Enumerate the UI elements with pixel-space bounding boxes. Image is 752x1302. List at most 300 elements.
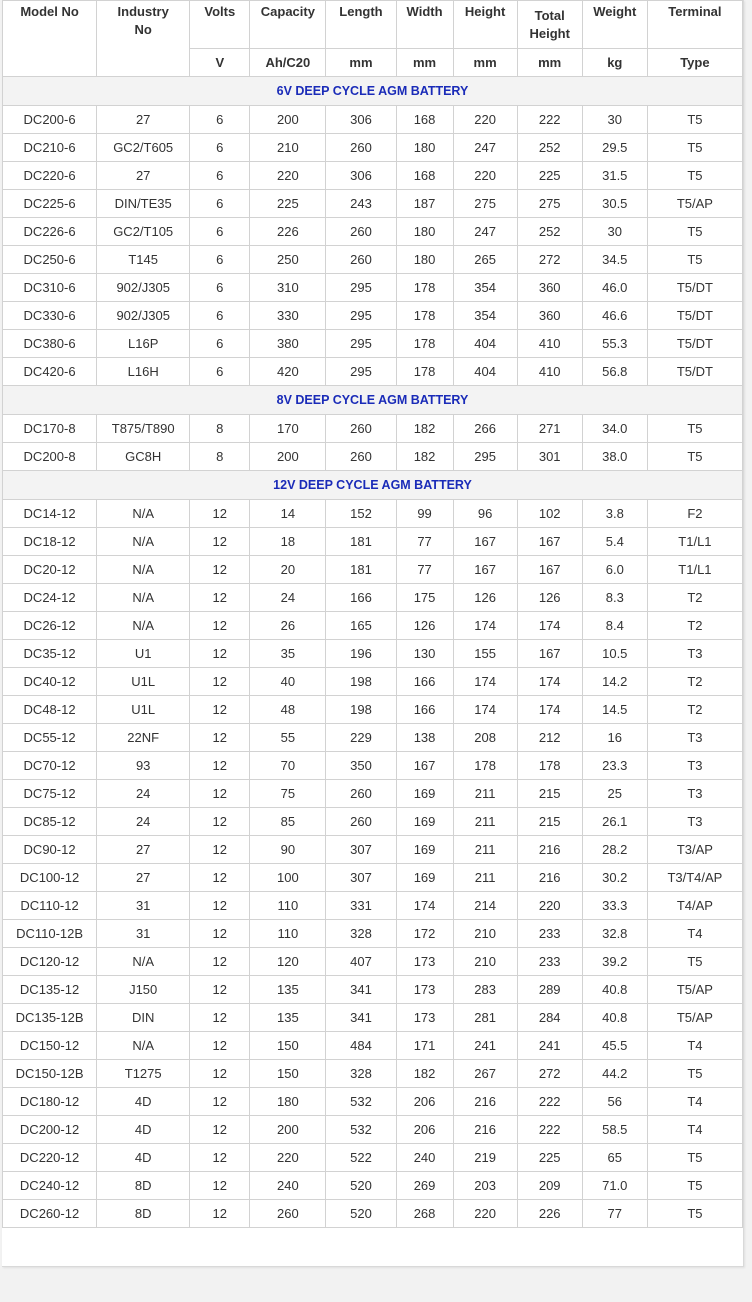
table-row bbox=[3, 612, 743, 640]
cell-terminal: T5 bbox=[647, 415, 742, 443]
cell-volts: 12 bbox=[190, 500, 250, 528]
cell-capacity: 85 bbox=[250, 808, 326, 836]
cell-capacity: 135 bbox=[250, 1004, 326, 1032]
section-header-row bbox=[3, 77, 743, 106]
cell-width: 173 bbox=[396, 948, 453, 976]
cell-model-no: DC85-12 bbox=[3, 808, 97, 836]
cell-terminal: F2 bbox=[647, 500, 742, 528]
cell-model-no: DC210-6 bbox=[3, 134, 97, 162]
cell-volts: 6 bbox=[190, 106, 250, 134]
cell-width: 180 bbox=[396, 246, 453, 274]
cell-volts: 8 bbox=[190, 443, 250, 471]
cell-volts: 12 bbox=[190, 1144, 250, 1172]
cell-terminal: T4/AP bbox=[647, 892, 742, 920]
cell-length: 295 bbox=[326, 358, 396, 386]
cell-capacity: 310 bbox=[250, 274, 326, 302]
cell-industry-no: DIN bbox=[97, 1004, 190, 1032]
cell-volts: 12 bbox=[190, 780, 250, 808]
cell-width: 173 bbox=[396, 976, 453, 1004]
cell-volts: 12 bbox=[190, 864, 250, 892]
cell-industry-no: N/A bbox=[97, 948, 190, 976]
cell-model-no: DC135-12B bbox=[3, 1004, 97, 1032]
cell-weight: 6.0 bbox=[582, 556, 647, 584]
unit-total-height: mm bbox=[517, 49, 582, 77]
cell-total-height: 102 bbox=[517, 500, 582, 528]
unit-length: mm bbox=[326, 49, 396, 77]
cell-total-height: 241 bbox=[517, 1032, 582, 1060]
cell-capacity: 200 bbox=[250, 443, 326, 471]
cell-volts: 12 bbox=[190, 668, 250, 696]
cell-volts: 12 bbox=[190, 1032, 250, 1060]
cell-volts: 12 bbox=[190, 612, 250, 640]
cell-volts: 8 bbox=[190, 415, 250, 443]
cell-length: 243 bbox=[326, 190, 396, 218]
cell-height: 354 bbox=[453, 274, 517, 302]
cell-industry-no: 24 bbox=[97, 780, 190, 808]
cell-height: 126 bbox=[453, 584, 517, 612]
cell-industry-no: 4D bbox=[97, 1088, 190, 1116]
cell-model-no: DC310-6 bbox=[3, 274, 97, 302]
cell-height: 211 bbox=[453, 864, 517, 892]
cell-weight: 29.5 bbox=[582, 134, 647, 162]
cell-width: 169 bbox=[396, 864, 453, 892]
cell-terminal: T5/DT bbox=[647, 330, 742, 358]
battery-spec-table bbox=[2, 0, 743, 1228]
cell-height: 220 bbox=[453, 162, 517, 190]
cell-model-no: DC110-12B bbox=[3, 920, 97, 948]
cell-industry-no: GC2/T605 bbox=[97, 134, 190, 162]
cell-terminal: T3 bbox=[647, 780, 742, 808]
cell-industry-no: 27 bbox=[97, 864, 190, 892]
cell-length: 152 bbox=[326, 500, 396, 528]
unit-capacity: Ah/C20 bbox=[250, 49, 326, 77]
cell-industry-no: L16P bbox=[97, 330, 190, 358]
cell-model-no: DC14-12 bbox=[3, 500, 97, 528]
cell-capacity: 110 bbox=[250, 920, 326, 948]
cell-length: 522 bbox=[326, 1144, 396, 1172]
cell-total-height: 216 bbox=[517, 864, 582, 892]
cell-terminal: T3 bbox=[647, 640, 742, 668]
cell-terminal: T5 bbox=[647, 948, 742, 976]
cell-volts: 12 bbox=[190, 1088, 250, 1116]
cell-width: 178 bbox=[396, 330, 453, 358]
cell-total-height: 226 bbox=[517, 1200, 582, 1228]
cell-volts: 12 bbox=[190, 976, 250, 1004]
cell-capacity: 420 bbox=[250, 358, 326, 386]
cell-length: 295 bbox=[326, 274, 396, 302]
cell-industry-no: N/A bbox=[97, 556, 190, 584]
table-row bbox=[3, 584, 743, 612]
cell-length: 229 bbox=[326, 724, 396, 752]
cell-industry-no: 8D bbox=[97, 1172, 190, 1200]
cell-total-height: 220 bbox=[517, 892, 582, 920]
cell-terminal: T4 bbox=[647, 1088, 742, 1116]
cell-model-no: DC35-12 bbox=[3, 640, 97, 668]
cell-length: 295 bbox=[326, 330, 396, 358]
cell-weight: 30 bbox=[582, 218, 647, 246]
cell-weight: 32.8 bbox=[582, 920, 647, 948]
cell-length: 198 bbox=[326, 668, 396, 696]
cell-length: 260 bbox=[326, 218, 396, 246]
cell-total-height: 216 bbox=[517, 836, 582, 864]
cell-model-no: DC420-6 bbox=[3, 358, 97, 386]
cell-total-height: 272 bbox=[517, 246, 582, 274]
cell-volts: 6 bbox=[190, 358, 250, 386]
cell-industry-no: T145 bbox=[97, 246, 190, 274]
cell-width: 99 bbox=[396, 500, 453, 528]
cell-terminal: T4 bbox=[647, 920, 742, 948]
cell-width: 240 bbox=[396, 1144, 453, 1172]
cell-industry-no: N/A bbox=[97, 612, 190, 640]
cell-total-height: 212 bbox=[517, 724, 582, 752]
cell-capacity: 220 bbox=[250, 1144, 326, 1172]
cell-weight: 45.5 bbox=[582, 1032, 647, 1060]
cell-model-no: DC170-8 bbox=[3, 415, 97, 443]
cell-width: 268 bbox=[396, 1200, 453, 1228]
cell-capacity: 90 bbox=[250, 836, 326, 864]
header-weight: Weight bbox=[582, 1, 647, 49]
cell-model-no: DC100-12 bbox=[3, 864, 97, 892]
cell-height: 266 bbox=[453, 415, 517, 443]
cell-volts: 12 bbox=[190, 1060, 250, 1088]
cell-terminal: T5 bbox=[647, 162, 742, 190]
table-row bbox=[3, 415, 743, 443]
cell-industry-no: DIN/TE35 bbox=[97, 190, 190, 218]
cell-model-no: DC200-12 bbox=[3, 1116, 97, 1144]
cell-model-no: DC220-6 bbox=[3, 162, 97, 190]
cell-terminal: T3 bbox=[647, 752, 742, 780]
cell-capacity: 225 bbox=[250, 190, 326, 218]
header-length: Length bbox=[326, 1, 396, 49]
cell-weight: 28.2 bbox=[582, 836, 647, 864]
header-row bbox=[3, 1, 743, 49]
cell-length: 520 bbox=[326, 1200, 396, 1228]
cell-total-height: 174 bbox=[517, 696, 582, 724]
table-row bbox=[3, 246, 743, 274]
cell-weight: 71.0 bbox=[582, 1172, 647, 1200]
cell-terminal: T5 bbox=[647, 134, 742, 162]
cell-length: 520 bbox=[326, 1172, 396, 1200]
cell-volts: 12 bbox=[190, 584, 250, 612]
cell-volts: 12 bbox=[190, 1004, 250, 1032]
cell-weight: 34.5 bbox=[582, 246, 647, 274]
section-title: 6V DEEP CYCLE AGM BATTERY bbox=[3, 77, 743, 106]
cell-capacity: 220 bbox=[250, 162, 326, 190]
cell-terminal: T5/AP bbox=[647, 1004, 742, 1032]
table-body bbox=[3, 77, 743, 1228]
cell-model-no: DC120-12 bbox=[3, 948, 97, 976]
cell-height: 281 bbox=[453, 1004, 517, 1032]
cell-total-height: 252 bbox=[517, 134, 582, 162]
header-volts: Volts bbox=[190, 1, 250, 49]
cell-capacity: 18 bbox=[250, 528, 326, 556]
cell-height: 174 bbox=[453, 696, 517, 724]
table-row bbox=[3, 1060, 743, 1088]
cell-width: 180 bbox=[396, 134, 453, 162]
cell-weight: 14.5 bbox=[582, 696, 647, 724]
cell-height: 295 bbox=[453, 443, 517, 471]
cell-width: 180 bbox=[396, 218, 453, 246]
cell-width: 173 bbox=[396, 1004, 453, 1032]
cell-weight: 31.5 bbox=[582, 162, 647, 190]
cell-model-no: DC226-6 bbox=[3, 218, 97, 246]
unit-weight: kg bbox=[582, 49, 647, 77]
cell-terminal: T5 bbox=[647, 1200, 742, 1228]
unit-terminal: Type bbox=[647, 49, 742, 77]
cell-terminal: T5/AP bbox=[647, 976, 742, 1004]
cell-model-no: DC90-12 bbox=[3, 836, 97, 864]
cell-capacity: 14 bbox=[250, 500, 326, 528]
table-row bbox=[3, 1004, 743, 1032]
cell-total-height: 301 bbox=[517, 443, 582, 471]
cell-model-no: DC220-12 bbox=[3, 1144, 97, 1172]
cell-height: 96 bbox=[453, 500, 517, 528]
cell-capacity: 135 bbox=[250, 976, 326, 1004]
cell-width: 174 bbox=[396, 892, 453, 920]
cell-weight: 33.3 bbox=[582, 892, 647, 920]
cell-model-no: DC200-6 bbox=[3, 106, 97, 134]
cell-volts: 6 bbox=[190, 302, 250, 330]
cell-total-height: 209 bbox=[517, 1172, 582, 1200]
cell-weight: 46.0 bbox=[582, 274, 647, 302]
cell-terminal: T5/DT bbox=[647, 274, 742, 302]
cell-width: 182 bbox=[396, 1060, 453, 1088]
cell-length: 407 bbox=[326, 948, 396, 976]
table-row bbox=[3, 443, 743, 471]
cell-total-height: 222 bbox=[517, 1088, 582, 1116]
table-row bbox=[3, 1172, 743, 1200]
cell-weight: 5.4 bbox=[582, 528, 647, 556]
cell-total-height: 215 bbox=[517, 808, 582, 836]
cell-width: 169 bbox=[396, 836, 453, 864]
cell-total-height: 167 bbox=[517, 556, 582, 584]
cell-weight: 25 bbox=[582, 780, 647, 808]
cell-height: 241 bbox=[453, 1032, 517, 1060]
cell-volts: 12 bbox=[190, 1172, 250, 1200]
cell-height: 275 bbox=[453, 190, 517, 218]
cell-capacity: 380 bbox=[250, 330, 326, 358]
cell-model-no: DC250-6 bbox=[3, 246, 97, 274]
cell-total-height: 222 bbox=[517, 1116, 582, 1144]
cell-length: 306 bbox=[326, 162, 396, 190]
cell-total-height: 271 bbox=[517, 415, 582, 443]
cell-length: 307 bbox=[326, 836, 396, 864]
cell-height: 211 bbox=[453, 836, 517, 864]
cell-volts: 12 bbox=[190, 640, 250, 668]
cell-industry-no: 24 bbox=[97, 808, 190, 836]
cell-capacity: 150 bbox=[250, 1032, 326, 1060]
cell-capacity: 26 bbox=[250, 612, 326, 640]
cell-length: 532 bbox=[326, 1088, 396, 1116]
table-row bbox=[3, 106, 743, 134]
cell-weight: 3.8 bbox=[582, 500, 647, 528]
battery-spec-table-container bbox=[2, 0, 744, 1267]
cell-model-no: DC180-12 bbox=[3, 1088, 97, 1116]
table-row bbox=[3, 724, 743, 752]
cell-width: 138 bbox=[396, 724, 453, 752]
cell-total-height: 272 bbox=[517, 1060, 582, 1088]
cell-total-height: 167 bbox=[517, 640, 582, 668]
header-width: Width bbox=[396, 1, 453, 49]
table-row bbox=[3, 864, 743, 892]
table-row bbox=[3, 696, 743, 724]
cell-industry-no: 31 bbox=[97, 892, 190, 920]
table-row bbox=[3, 640, 743, 668]
cell-width: 269 bbox=[396, 1172, 453, 1200]
cell-length: 307 bbox=[326, 864, 396, 892]
cell-width: 178 bbox=[396, 274, 453, 302]
cell-weight: 38.0 bbox=[582, 443, 647, 471]
cell-total-height: 225 bbox=[517, 1144, 582, 1172]
cell-capacity: 48 bbox=[250, 696, 326, 724]
cell-weight: 10.5 bbox=[582, 640, 647, 668]
header-height: Height bbox=[453, 1, 517, 49]
cell-length: 165 bbox=[326, 612, 396, 640]
table-row bbox=[3, 274, 743, 302]
cell-capacity: 200 bbox=[250, 1116, 326, 1144]
cell-industry-no: 4D bbox=[97, 1144, 190, 1172]
cell-height: 247 bbox=[453, 218, 517, 246]
cell-model-no: DC18-12 bbox=[3, 528, 97, 556]
cell-weight: 55.3 bbox=[582, 330, 647, 358]
cell-industry-no: T1275 bbox=[97, 1060, 190, 1088]
cell-length: 260 bbox=[326, 443, 396, 471]
cell-terminal: T5 bbox=[647, 106, 742, 134]
cell-terminal: T5 bbox=[647, 1060, 742, 1088]
cell-terminal: T5 bbox=[647, 218, 742, 246]
cell-length: 328 bbox=[326, 920, 396, 948]
cell-height: 220 bbox=[453, 1200, 517, 1228]
cell-industry-no: N/A bbox=[97, 528, 190, 556]
cell-volts: 12 bbox=[190, 836, 250, 864]
cell-height: 167 bbox=[453, 556, 517, 584]
cell-model-no: DC150-12B bbox=[3, 1060, 97, 1088]
cell-industry-no: U1L bbox=[97, 668, 190, 696]
unit-width: mm bbox=[396, 49, 453, 77]
table-row bbox=[3, 302, 743, 330]
cell-terminal: T5 bbox=[647, 1172, 742, 1200]
cell-model-no: DC24-12 bbox=[3, 584, 97, 612]
table-row bbox=[3, 892, 743, 920]
table-row bbox=[3, 1032, 743, 1060]
cell-height: 155 bbox=[453, 640, 517, 668]
cell-capacity: 110 bbox=[250, 892, 326, 920]
cell-volts: 12 bbox=[190, 528, 250, 556]
cell-length: 260 bbox=[326, 134, 396, 162]
cell-length: 484 bbox=[326, 1032, 396, 1060]
cell-height: 283 bbox=[453, 976, 517, 1004]
cell-height: 404 bbox=[453, 330, 517, 358]
cell-volts: 6 bbox=[190, 218, 250, 246]
cell-total-height: 222 bbox=[517, 106, 582, 134]
header-industry-no: Industry No bbox=[97, 1, 190, 77]
cell-total-height: 410 bbox=[517, 330, 582, 358]
cell-capacity: 260 bbox=[250, 1200, 326, 1228]
cell-weight: 23.3 bbox=[582, 752, 647, 780]
cell-total-height: 174 bbox=[517, 612, 582, 640]
cell-capacity: 20 bbox=[250, 556, 326, 584]
table-row bbox=[3, 780, 743, 808]
cell-model-no: DC20-12 bbox=[3, 556, 97, 584]
cell-capacity: 24 bbox=[250, 584, 326, 612]
cell-volts: 12 bbox=[190, 724, 250, 752]
section-header-row bbox=[3, 471, 743, 500]
cell-industry-no: 93 bbox=[97, 752, 190, 780]
cell-terminal: T5/AP bbox=[647, 190, 742, 218]
cell-model-no: DC225-6 bbox=[3, 190, 97, 218]
cell-model-no: DC48-12 bbox=[3, 696, 97, 724]
cell-capacity: 40 bbox=[250, 668, 326, 696]
cell-total-height: 284 bbox=[517, 1004, 582, 1032]
table-row bbox=[3, 1144, 743, 1172]
cell-height: 210 bbox=[453, 920, 517, 948]
cell-width: 178 bbox=[396, 302, 453, 330]
cell-height: 265 bbox=[453, 246, 517, 274]
cell-capacity: 210 bbox=[250, 134, 326, 162]
cell-length: 295 bbox=[326, 302, 396, 330]
table-row bbox=[3, 976, 743, 1004]
header-model-no: Model No bbox=[3, 1, 97, 77]
cell-width: 178 bbox=[396, 358, 453, 386]
cell-length: 260 bbox=[326, 246, 396, 274]
cell-volts: 12 bbox=[190, 892, 250, 920]
cell-volts: 12 bbox=[190, 920, 250, 948]
cell-total-height: 233 bbox=[517, 948, 582, 976]
cell-length: 198 bbox=[326, 696, 396, 724]
cell-industry-no: 27 bbox=[97, 836, 190, 864]
cell-industry-no: GC2/T105 bbox=[97, 218, 190, 246]
cell-width: 77 bbox=[396, 528, 453, 556]
cell-length: 331 bbox=[326, 892, 396, 920]
cell-model-no: DC40-12 bbox=[3, 668, 97, 696]
table-row bbox=[3, 358, 743, 386]
table-row bbox=[3, 836, 743, 864]
cell-capacity: 330 bbox=[250, 302, 326, 330]
cell-industry-no: 902/J305 bbox=[97, 302, 190, 330]
cell-industry-no: GC8H bbox=[97, 443, 190, 471]
table-row bbox=[3, 162, 743, 190]
table-row bbox=[3, 500, 743, 528]
cell-total-height: 360 bbox=[517, 274, 582, 302]
cell-volts: 12 bbox=[190, 1200, 250, 1228]
cell-height: 208 bbox=[453, 724, 517, 752]
cell-capacity: 240 bbox=[250, 1172, 326, 1200]
cell-terminal: T4 bbox=[647, 1032, 742, 1060]
table-row bbox=[3, 1200, 743, 1228]
cell-industry-no: 902/J305 bbox=[97, 274, 190, 302]
cell-weight: 16 bbox=[582, 724, 647, 752]
cell-width: 175 bbox=[396, 584, 453, 612]
table-row bbox=[3, 218, 743, 246]
cell-terminal: T5/DT bbox=[647, 358, 742, 386]
cell-industry-no: N/A bbox=[97, 584, 190, 612]
cell-volts: 6 bbox=[190, 274, 250, 302]
cell-total-height: 252 bbox=[517, 218, 582, 246]
cell-model-no: DC110-12 bbox=[3, 892, 97, 920]
cell-capacity: 170 bbox=[250, 415, 326, 443]
cell-weight: 65 bbox=[582, 1144, 647, 1172]
cell-total-height: 275 bbox=[517, 190, 582, 218]
cell-terminal: T5 bbox=[647, 443, 742, 471]
cell-width: 206 bbox=[396, 1116, 453, 1144]
cell-terminal: T3/AP bbox=[647, 836, 742, 864]
cell-model-no: DC135-12 bbox=[3, 976, 97, 1004]
cell-width: 168 bbox=[396, 106, 453, 134]
cell-total-height: 360 bbox=[517, 302, 582, 330]
cell-height: 174 bbox=[453, 612, 517, 640]
cell-industry-no: 27 bbox=[97, 106, 190, 134]
cell-weight: 30.2 bbox=[582, 864, 647, 892]
